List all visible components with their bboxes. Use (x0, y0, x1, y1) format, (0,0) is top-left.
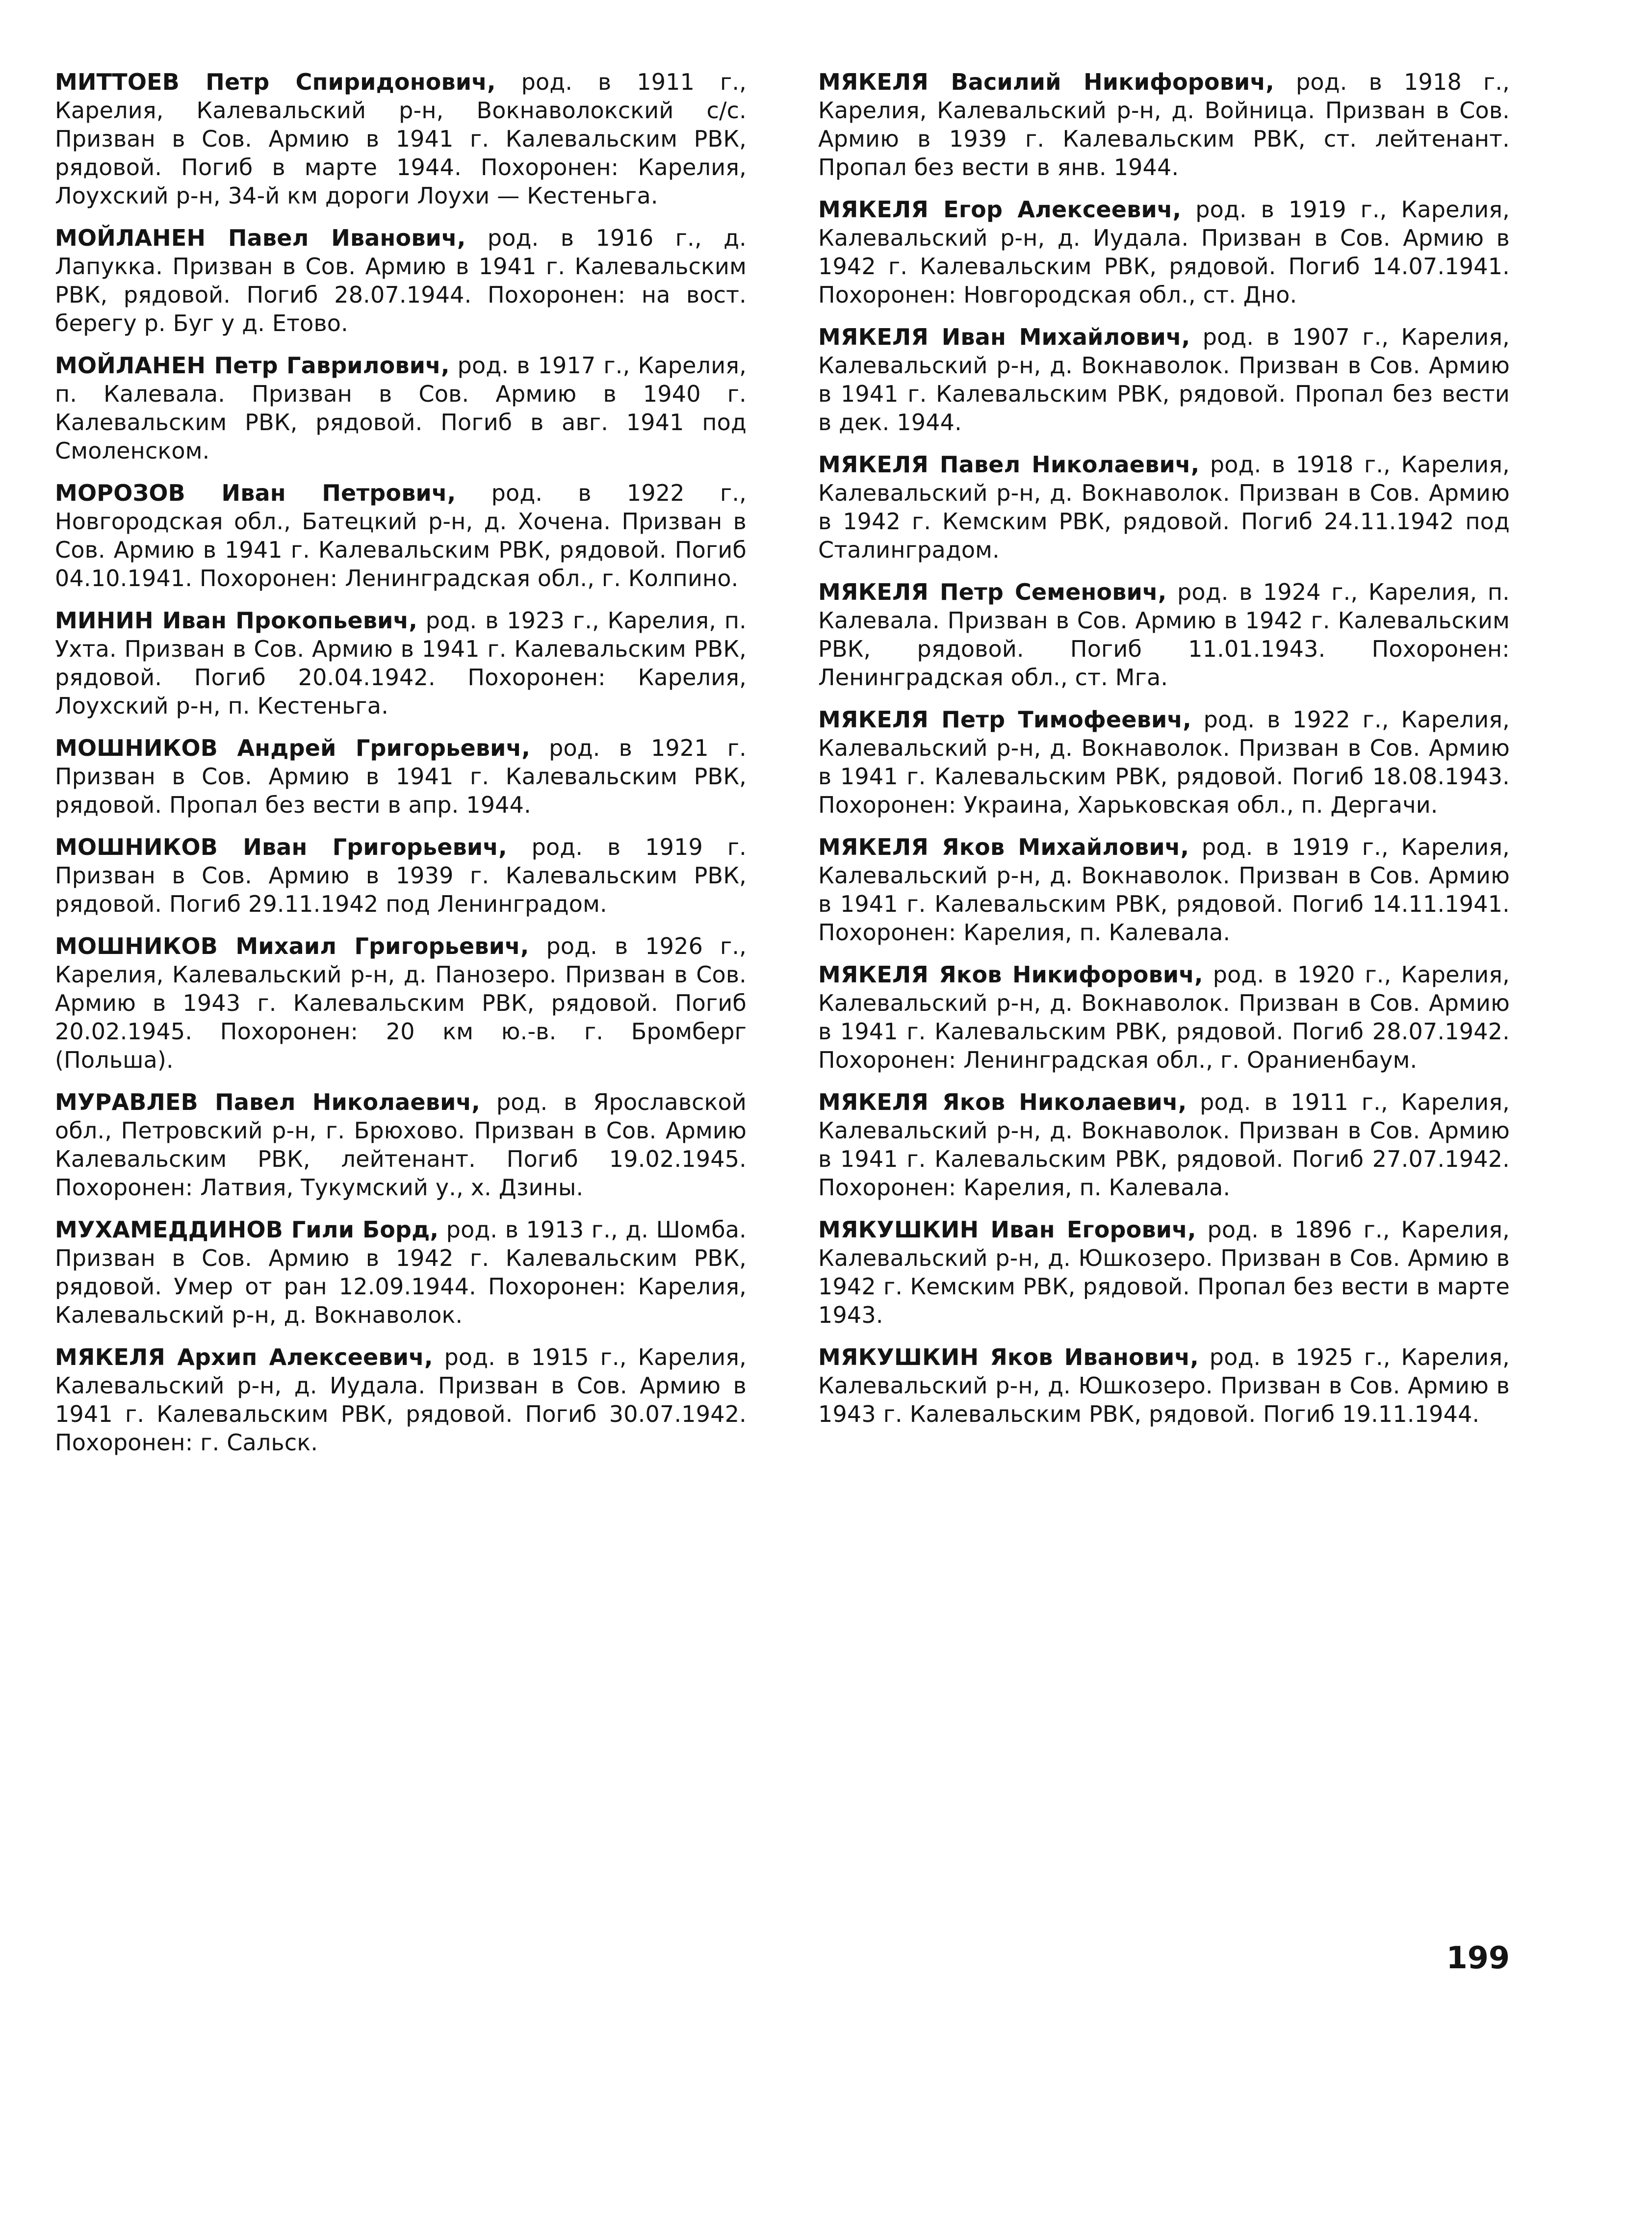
biography-entry (818, 578, 1510, 692)
entry-name: МУХАМЕДДИНОВ Гили Борд, (55, 1216, 439, 1243)
entry-name: МЯКЕЛЯ Петр Семенович, (818, 579, 1167, 605)
entry-text: род. в 1918 г., Карелия, Калевальский р-н, д. Вокнаволок. Призван в Сов. Армию в 1942 г. Кемским РВК, рядовой. Погиб 24.11.1942 под Сталинградом. (818, 451, 1510, 563)
biography-entry (55, 932, 747, 1074)
entry-name: МОШНИКОВ Иван Григорьевич, (55, 834, 507, 860)
biography-entry (55, 833, 747, 918)
biography-entry (818, 960, 1510, 1074)
entry-name: МЯКЕЛЯ Яков Михайлович, (818, 834, 1189, 860)
entry-name: МОЙЛАНЕН Петр Гаврилович, (55, 352, 450, 379)
entry-text: род. в 1925 г., Карелия, Калевальский р-н, д. Юшкозеро. Призван в Сов. Армию в 1943 г. Калевальским РВК, рядовой. Погиб 19.11.1944. (818, 1344, 1510, 1427)
entry-name: МОШНИКОВ Андрей Григорьевич, (55, 735, 531, 761)
entry-text: род. в 1923 г., Карелия, п. Ухта. Призван в Сов. Армию в 1941 г. Калевальским РВК, рядовой. Погиб 20.04.1942. Похоронен: Карелия, Лоухский р-н, п. Кестеньга. (55, 607, 747, 719)
biography-entry (55, 1215, 747, 1329)
entry-text: род. в 1922 г., Новгородская обл., Батецкий р-н, д. Хочена. Призван в Сов. Армию в 1941 г. Калевальским РВК, рядовой. Погиб 04.10.1941. Похоронен: Ленинградская обл., г. Колпино. (55, 480, 747, 592)
entry-text: род. в 1919 г., Карелия, Калевальский р-н, д. Иудала. Призван в Сов. Армию в 1942 г. Калевальским РВК, рядовой. Погиб 14.07.1941. Похоронен: Новгородская обл., ст. Дно. (818, 196, 1510, 308)
entry-text: род. в 1915 г., Карелия, Калевальский р-н, д. Иудала. Призван в Сов. Армию в 1941 г. Калевальским РВК, рядовой. Погиб 30.07.1942. Похоронен: г. Сальск. (55, 1344, 747, 1456)
entry-text: род. в 1926 г., Карелия, Калевальский р-н, д. Панозеро. Призван в Сов. Армию в 1943 г. Калевальским РВК, рядовой. Погиб 20.02.1945. Похоронен: 20 км ю.-в. г. Бромберг (Польша). (55, 933, 747, 1073)
entry-name: МЯКЕЛЯ Архип Алексеевич, (55, 1344, 433, 1370)
entry-text: род. в 1911 г., Карелия, Калевальский р-н, Вокнаволокский с/с. Призван в Сов. Армию в 1941 г. Калевальским РВК, рядовой. Погиб в марте 1944. Похоронен: Карелия, Лоухский р-н, 34-й км дороги Лоухи — Кестеньга. (55, 69, 747, 209)
biography-entry (55, 351, 747, 465)
entry-name: МОШНИКОВ Михаил Григорьевич, (55, 933, 529, 959)
entry-text: род. в 1907 г., Карелия, Калевальский р-н, д. Вокнаволок. Призван в Сов. Армию в 1941 г. Калевальским РВК, рядовой. Пропал без вести в дек. 1944. (818, 324, 1510, 436)
entry-name: МЯКУШКИН Иван Егорович, (818, 1216, 1196, 1243)
biography-entry (55, 734, 747, 819)
biography-entry (818, 1343, 1510, 1428)
entry-name: МОРОЗОВ Иван Петрович, (55, 480, 456, 506)
entry-text: род. в 1917 г., Карелия, п. Калевала. Призван в Сов. Армию в 1940 г. Калевальским РВК, рядовой. Погиб в авг. 1941 под Смоленском. (55, 352, 747, 464)
entry-text: род. в 1921 г. Призван в Сов. Армию в 1941 г. Калевальским РВК, рядовой. Пропал без вести в апр. 1944. (55, 735, 747, 818)
left-column (55, 68, 747, 1470)
biography-entry (818, 1215, 1510, 1329)
right-column (818, 68, 1510, 1442)
biography-entry (818, 833, 1510, 947)
entry-name: МЯКЕЛЯ Егор Алексеевич, (818, 196, 1182, 223)
biography-entry (55, 224, 747, 337)
entry-name: МОЙЛАНЕН Павел Иванович, (55, 225, 466, 251)
biography-entry (818, 450, 1510, 564)
entry-name: МИТТОЕВ Петр Спиридонович, (55, 69, 496, 95)
page-number: 199 (1446, 1940, 1510, 1976)
entry-name: МЯКЕЛЯ Яков Николаевич, (818, 1089, 1187, 1115)
entry-text: род. в 1911 г., Карелия, Калевальский р-н, д. Вокнаволок. Призван в Сов. Армию в 1941 г. Калевальским РВК, рядовой. Погиб 27.07.1942. Похоронен: Карелия, п. Калевала. (818, 1089, 1510, 1201)
biography-entry (55, 606, 747, 720)
entry-text: род. в 1919 г. Призван в Сов. Армию в 1939 г. Калевальским РВК, рядовой. Погиб 29.11.1942 под Ленинградом. (55, 834, 747, 917)
entry-name: МЯКЕЛЯ Петр Тимофеевич, (818, 706, 1191, 733)
entry-text: род. в Ярославской обл., Петровский р-н, г. Брюхово. Призван в Сов. Армию Калевальским РВК, лейтенант. Погиб 19.02.1945. Похоронен: Латвия, Тукумский у., х. Дзины. (55, 1089, 747, 1201)
entry-text: род. в 1920 г., Карелия, Калевальский р-н, д. Вокнаволок. Призван в Сов. Армию в 1941 г. Калевальским РВК, рядовой. Погиб 28.07.1942. Похоронен: Ленинградская обл., г. Ораниенбаум. (818, 961, 1510, 1073)
entry-name: МЯКЕЛЯ Павел Николаевич, (818, 451, 1200, 478)
biography-entry (818, 195, 1510, 309)
entry-text: род. в 1922 г., Карелия, Калевальский р-н, д. Вокнаволок. Призван в Сов. Армию в 1941 г. Калевальским РВК, рядовой. Погиб 18.08.1943. Похоронен: Украина, Харьковская обл., п. Дергачи. (818, 706, 1510, 818)
entry-text: род. в 1919 г., Карелия, Калевальский р-н, д. Вокнаволок. Призван в Сов. Армию в 1941 г. Калевальским РВК, рядовой. Погиб 14.11.1941. Похоронен: Карелия, п. Калевала. (818, 834, 1510, 946)
entry-name: МИНИН Иван Прокопьевич, (55, 607, 418, 634)
biography-entry (55, 1343, 747, 1457)
biography-entry (818, 705, 1510, 819)
entry-text: род. в 1896 г., Карелия, Калевальский р-н, д. Юшкозеро. Призван в Сов. Армию в 1942 г. Кемским РВК, рядовой. Пропал без вести в марте 1943. (818, 1216, 1510, 1328)
biography-entry (818, 68, 1510, 181)
entry-name: МЯКЕЛЯ Василий Никифорович, (818, 69, 1274, 95)
biography-entry (818, 1088, 1510, 1202)
entry-name: МЯКЕЛЯ Яков Никифорович, (818, 961, 1203, 988)
biography-entry (55, 479, 747, 592)
entry-name: МУРАВЛЕВ Павел Николаевич, (55, 1089, 480, 1115)
biography-entry (55, 68, 747, 210)
entry-text: род. в 1924 г., Карелия, п. Калевала. Призван в Сов. Армию в 1942 г. Калевальским РВК, рядовой. Погиб 11.01.1943. Похоронен: Ленинградская обл., ст. Мга. (818, 579, 1510, 691)
entry-name: МЯКЕЛЯ Иван Михайлович, (818, 324, 1190, 350)
biography-entry (818, 323, 1510, 437)
entry-text: род. в 1916 г., д. Лапукка. Призван в Сов. Армию в 1941 г. Калевальским РВК, рядовой. Погиб 28.07.1944. Похоронен: на вост. берегу р. Буг у д. Етово. (55, 225, 747, 336)
entry-text: род. в 1913 г., д. Шомба. Призван в Сов. Армию в 1942 г. Калевальским РВК, рядовой. Умер от ран 12.09.1944. Похоронен: Карелия, Калевальский р-н, д. Вокнаволок. (55, 1216, 747, 1328)
entry-name: МЯКУШКИН Яков Иванович, (818, 1344, 1199, 1370)
biography-entry (55, 1088, 747, 1202)
entry-text: род. в 1918 г., Карелия, Калевальский р-н, д. Войница. Призван в Сов. Армию в 1939 г. Калевальским РВК, ст. лейтенант. Пропал без вести в янв. 1944. (818, 69, 1510, 180)
